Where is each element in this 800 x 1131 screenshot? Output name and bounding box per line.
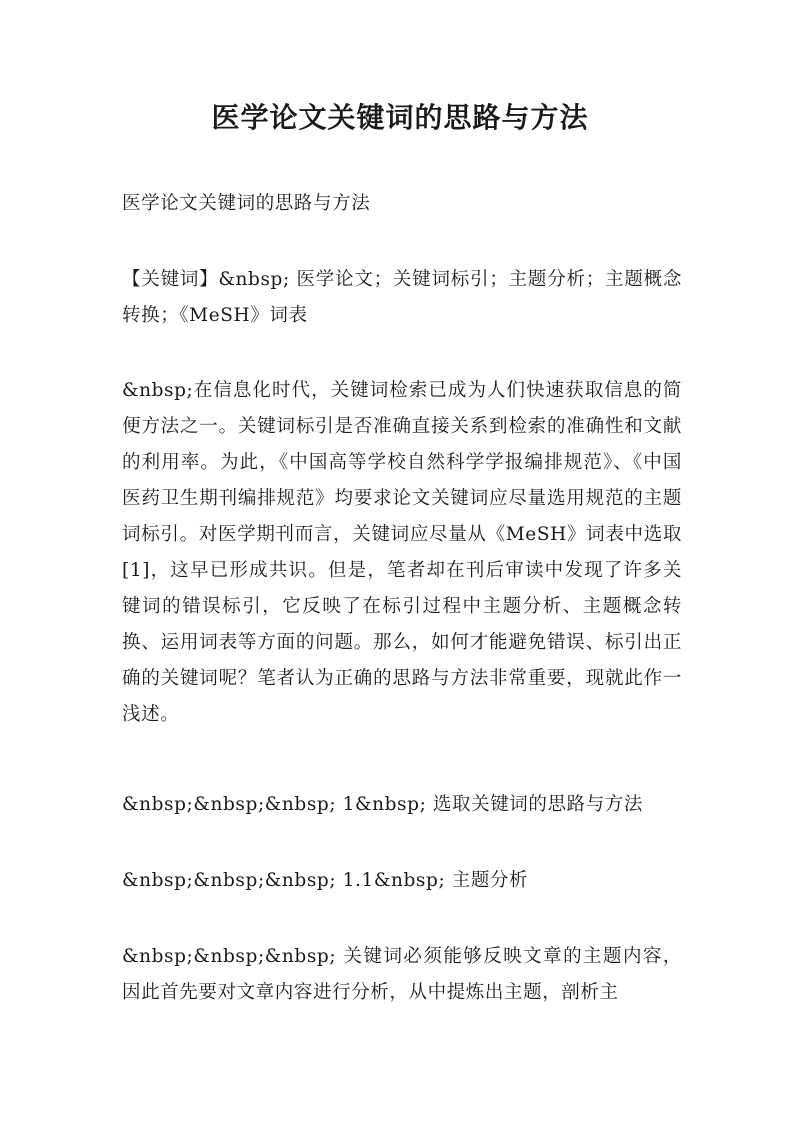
section-heading-1-1: &nbsp;&nbsp;&nbsp; 1.1&nbsp; 主题分析 <box>122 870 529 891</box>
intro-paragraph: &nbsp;在信息化时代，关键词检索已成为人们快速获取信息的简便方法之一。关键词标引是否准确直接关系到检索的准确性和文献的利用率。为此，《中国高等学校自然科学学报编排规范》、《中国医药卫生期刊编排规范》均要求论文关键词应尽量选用规范的主题词标引。对医学期刊而言，关键词应尽量从《MeSH》词表中选取[1]，这早已形成共识。但是，笔者却在刊后审读中发现了许多关键词的错误标引，它反映了在标引过程中主题分析、主题概念转换、运用词表等方面的问题。那么，如何才能避免错误、标引出正确的关键词呢？笔者认为正确的思路与方法非常重要，现就此作一浅述。 <box>122 380 682 725</box>
section-heading-1: &nbsp;&nbsp;&nbsp; 1&nbsp; 选取关键词的思路与方法 <box>122 794 644 815</box>
document-subtitle: 医学论文关键词的思路与方法 <box>122 193 371 214</box>
document-title: 医学论文关键词的思路与方法 <box>211 101 589 134</box>
body-paragraph: &nbsp;&nbsp;&nbsp; 关键词必须能够反映文章的主题内容，因此首先要对文章内容进行分析，从中提炼出主题，剖析主 <box>122 946 682 1003</box>
keywords-paragraph: 【关键词】&nbsp; 医学论文；关键词标引；主题分析；主题概念转换；《MeSH》词表 <box>122 269 682 326</box>
